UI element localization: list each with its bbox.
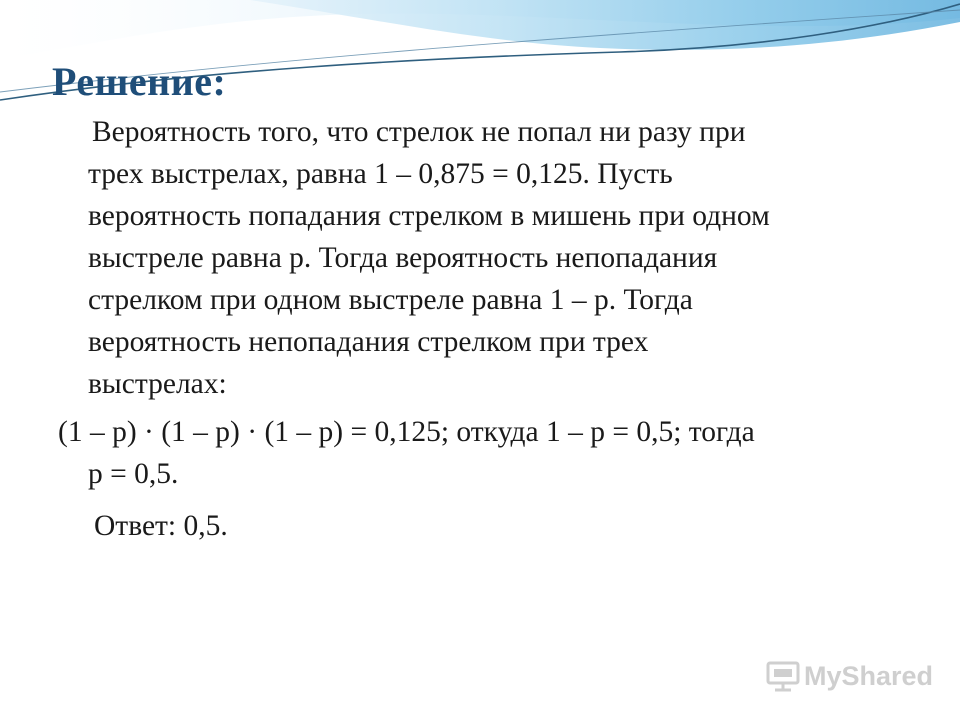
paragraph-line: выстрелах:: [88, 368, 227, 400]
paragraph-line: выстреле равна р. Тогда вероятность непопадания: [88, 242, 718, 274]
watermark-logo: [766, 656, 933, 696]
watermark-text: MyShared: [804, 660, 934, 691]
answer-line: Ответ: 0,5.: [94, 510, 228, 542]
paragraph-line: стрелком при одном выстреле равна 1 – р. Тогда: [88, 284, 693, 316]
paragraph-line: трех выстрелах, равна 1 – 0,875 = 0,125. Пусть: [88, 158, 673, 190]
header-wave-band: [250, 0, 960, 50]
slide-title: Решение:: [52, 59, 227, 104]
equation-line: р = 0,5.: [88, 458, 179, 490]
paragraph-line: Вероятность того, что стрелок не попал ни разу при: [92, 116, 746, 148]
equation-line: (1 – р) · (1 – р) · (1 – р) = 0,125; откуда 1 – р = 0,5; тогда: [58, 416, 755, 448]
paragraph-line: вероятность непопадания стрелком при трех: [88, 326, 649, 358]
presentation-board-icon: [766, 660, 800, 692]
paragraph-line: вероятность попадания стрелком в мишень при одном: [88, 200, 770, 232]
